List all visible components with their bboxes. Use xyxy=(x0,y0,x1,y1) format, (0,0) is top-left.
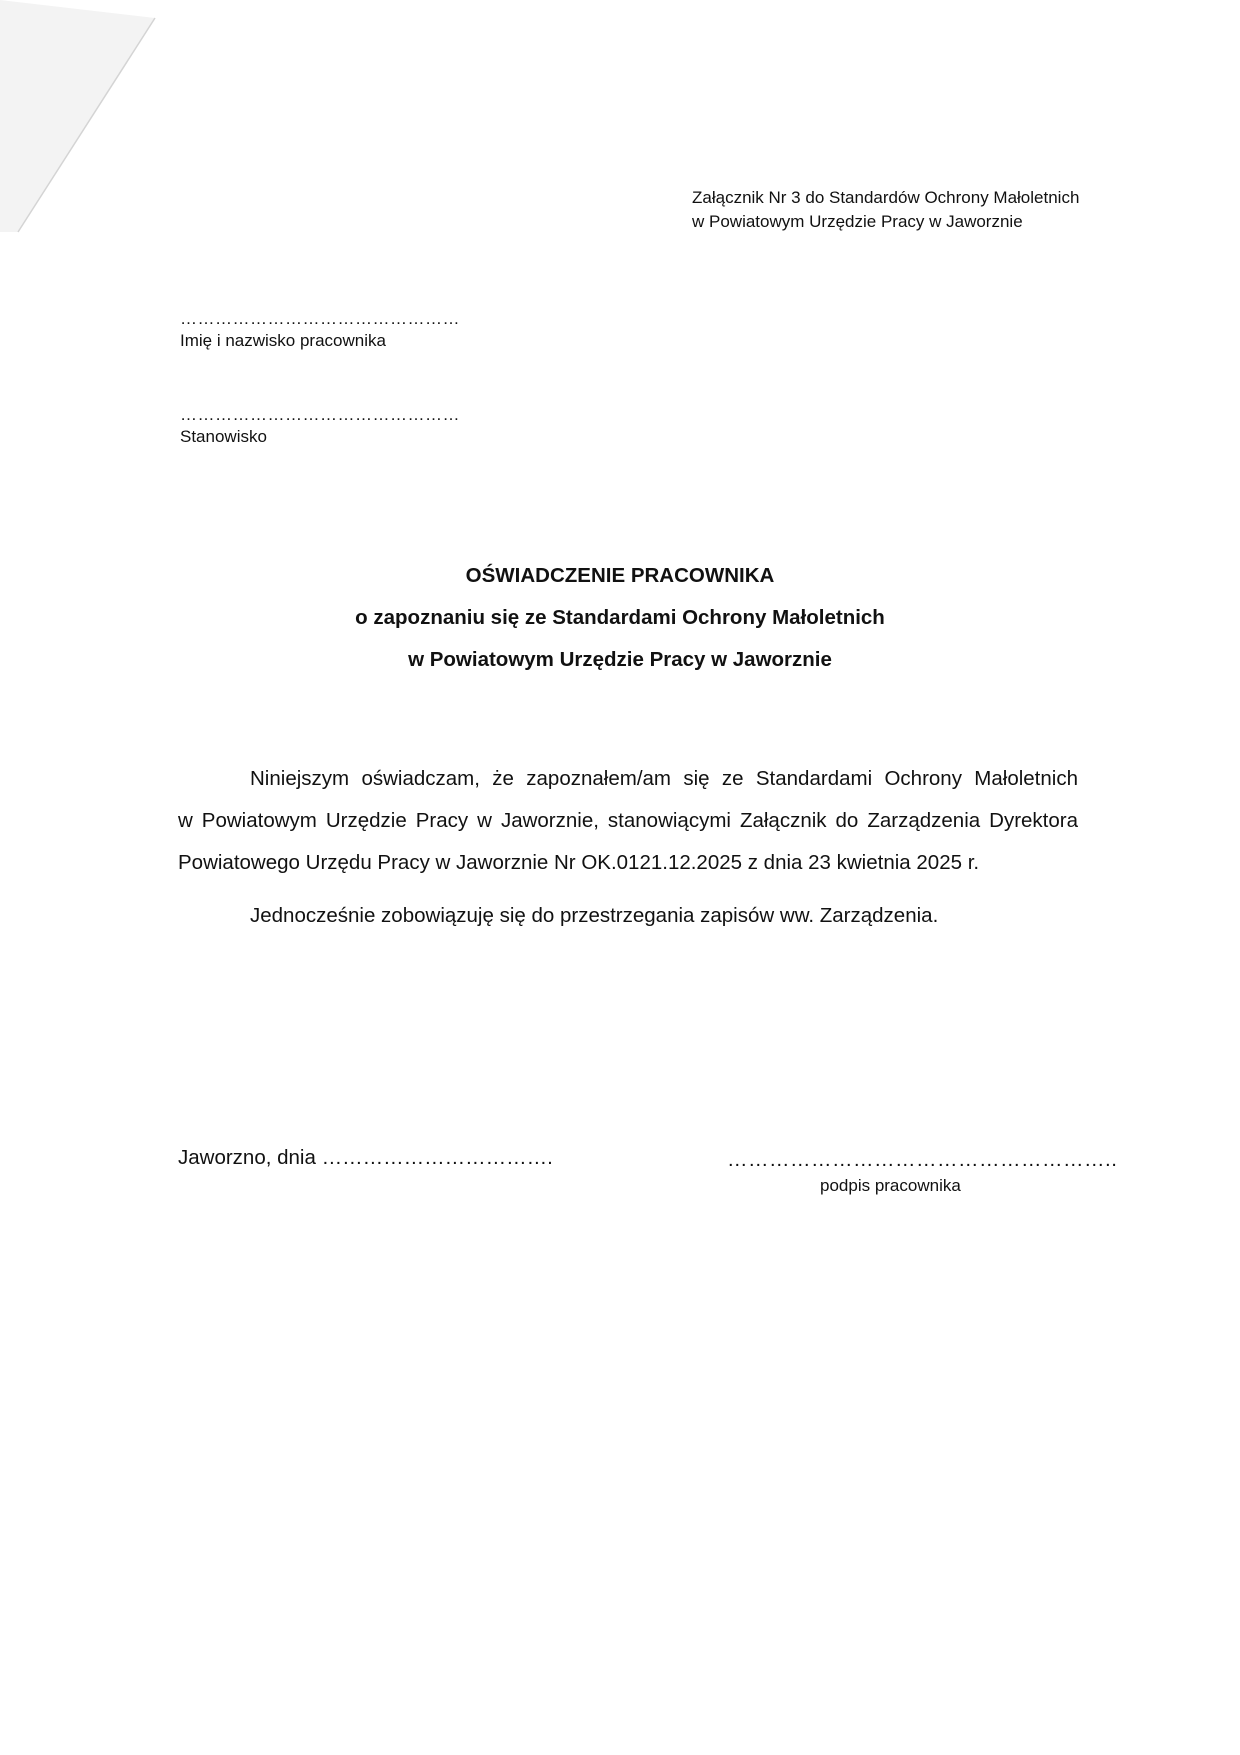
paragraph-2: Jednocześnie zobowiązuję się do przestrzegania zapisów ww. Zarządzenia. xyxy=(250,904,939,927)
annex-line-1: Załącznik Nr 3 do Standardów Ochrony Małoletnich xyxy=(692,188,1080,207)
document-title: OŚWIADCZENIE PRACOWNIKA xyxy=(465,564,775,587)
signature-dotted-line: ……………………………………………….. xyxy=(727,1148,1118,1171)
position-label: Stanowisko xyxy=(180,427,267,446)
document-subtitle-2: w Powiatowym Urzędzie Pracy w Jaworznie xyxy=(408,648,832,671)
document-subtitle-1: o zapoznaniu się ze Standardami Ochrony Małoletnich xyxy=(355,606,885,629)
paragraph-1-line-2: w Powiatowym Urzędzie Pracy w Jaworznie, stanowiącymi Załącznik do Zarządzenia Dyrektora xyxy=(178,809,1078,832)
place-date-line: Jaworzno, dnia ……………………………. xyxy=(178,1146,553,1169)
name-label: Imię i nazwisko pracownika xyxy=(180,331,386,350)
name-dotted-line: ………………………………………… xyxy=(180,309,460,328)
paragraph-1-line-3: Powiatowego Urzędu Pracy w Jaworznie Nr OK.0121.12.2025 z dnia 23 kwietnia 2025 r. xyxy=(178,851,980,874)
paragraph-1-line-1: Niniejszym oświadczam, że zapoznałem/am się ze Standardami Ochrony Małoletnich xyxy=(250,767,1078,790)
signature-label: podpis pracownika xyxy=(820,1176,961,1195)
position-dotted-line: ………………………………………… xyxy=(180,405,460,424)
annex-line-2: w Powiatowym Urzędzie Pracy w Jaworznie xyxy=(692,212,1023,231)
scan-fold-mark xyxy=(0,0,160,240)
